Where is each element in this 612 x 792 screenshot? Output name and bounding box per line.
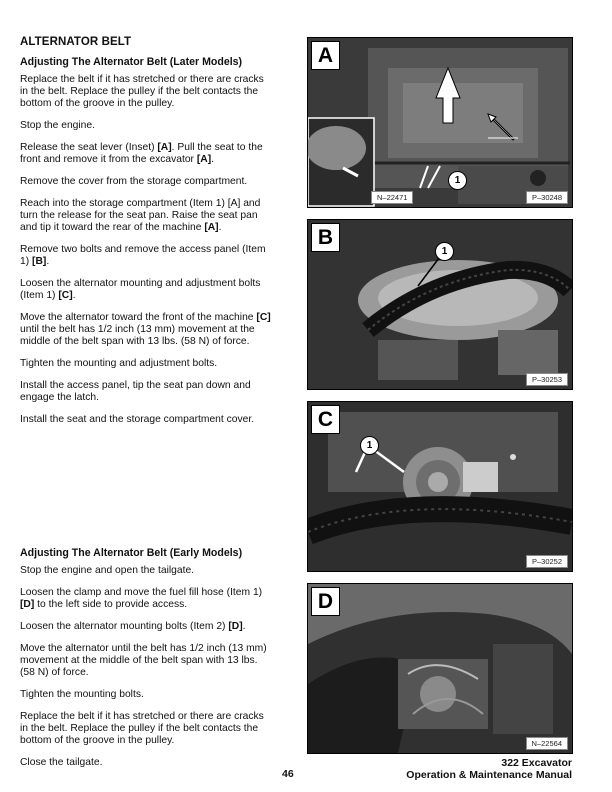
paragraph: Move the alternator toward the front of the machine [C] until the belt has 1/2 inch (13 mm) movement at the middle of the belt span with 13 lbs. (58 N) of force. <box>20 312 271 347</box>
figure-a-callout: 1 <box>448 171 467 190</box>
figure-ref: [B] <box>32 256 47 267</box>
figure-ref: [D] <box>228 621 243 632</box>
footer-title <box>406 757 572 781</box>
figure-b-code: P–30253 <box>526 373 568 386</box>
paragraph: Release the seat lever (Inset) [A]. Pull the seat to the front and remove it from the excavator [A]. <box>20 142 263 165</box>
figure-d-code: N–22564 <box>526 737 568 750</box>
paragraph: Install the seat and the storage compartment cover. <box>20 414 255 425</box>
paragraph: Close the tailgate. <box>20 757 103 768</box>
paragraph: Loosen the alternator mounting and adjustment bolts (Item 1) [C]. <box>20 278 261 301</box>
paragraph: Move the alternator until the belt has 1/2 inch (13 mm) movement at the middle of the belt span with 13 lbs. (58 N) of force. <box>20 643 267 678</box>
paragraph: Loosen the alternator mounting bolts (Item 2) [D]. <box>20 621 246 632</box>
paragraph: Remove two bolts and remove the access panel (Item 1) [B]. <box>20 244 266 267</box>
figure-ref: [A] <box>204 222 219 233</box>
figure-d <box>307 583 573 754</box>
later-models-section <box>20 36 273 436</box>
figure-d-letter: D <box>311 587 340 616</box>
paragraph: Reach into the storage compartment (Item 1) [A] and turn the release for the seat pan. Raise the seat pan and tip it toward the rear of the machine [A]. <box>20 198 261 233</box>
paragraph: Stop the engine. <box>20 120 95 131</box>
figure-b-letter: B <box>311 223 340 252</box>
early-models-section <box>20 547 273 779</box>
early-models-heading: Adjusting The Alternator Belt (Early Models) <box>20 547 243 559</box>
footer-product: 322 Excavator <box>501 757 572 769</box>
figure-c <box>307 401 573 572</box>
figure-ref: [A] <box>157 142 172 153</box>
later-models-heading: Adjusting The Alternator Belt (Later Models) <box>20 56 243 68</box>
figure-c-photo <box>308 402 572 571</box>
paragraph: Replace the belt if it has stretched or there are cracks in the belt. Replace the pulley if the belt contacts the bottom of the groove in the pulley. <box>20 74 264 109</box>
figure-ref: [D] <box>20 599 35 610</box>
figure-a-photo <box>308 38 572 207</box>
figure-c-callout: 1 <box>360 436 379 455</box>
figure-a-letter: A <box>311 41 340 70</box>
figure-ref: [C] <box>256 312 271 323</box>
section-title: ALTERNATOR BELT <box>20 36 132 48</box>
figure-b <box>307 219 573 390</box>
paragraph: Install the access panel, tip the seat pan down and engage the latch. <box>20 380 251 403</box>
figure-a <box>307 37 573 208</box>
figure-d-photo <box>308 584 572 753</box>
paragraph: Tighten the mounting bolts. <box>20 689 144 700</box>
page-number: 46 <box>282 768 294 780</box>
figure-ref: [A] <box>196 154 212 165</box>
paragraph: Stop the engine and open the tailgate. <box>20 565 195 576</box>
paragraph: Remove the cover from the storage compartment. <box>20 176 248 187</box>
footer-manual: Operation & Maintenance Manual <box>406 769 572 781</box>
paragraph: Tighten the mounting and adjustment bolts. <box>20 358 218 369</box>
figure-b-callout: 1 <box>435 242 454 261</box>
figure-a-inset-code: N–22471 <box>371 191 413 204</box>
paragraph: Loosen the clamp and move the fuel fill hose (Item 1) [D] to the left side to provide access. <box>20 587 263 610</box>
figure-a-code: P–30248 <box>526 191 568 204</box>
figure-ref: [C] <box>58 290 73 301</box>
paragraph: Replace the belt if it has stretched or there are cracks in the belt. Replace the pulley if the belt contacts the bottom of the groove in the pulley. <box>20 711 264 746</box>
figure-c-code: P–30252 <box>526 555 568 568</box>
figure-c-letter: C <box>311 405 340 434</box>
